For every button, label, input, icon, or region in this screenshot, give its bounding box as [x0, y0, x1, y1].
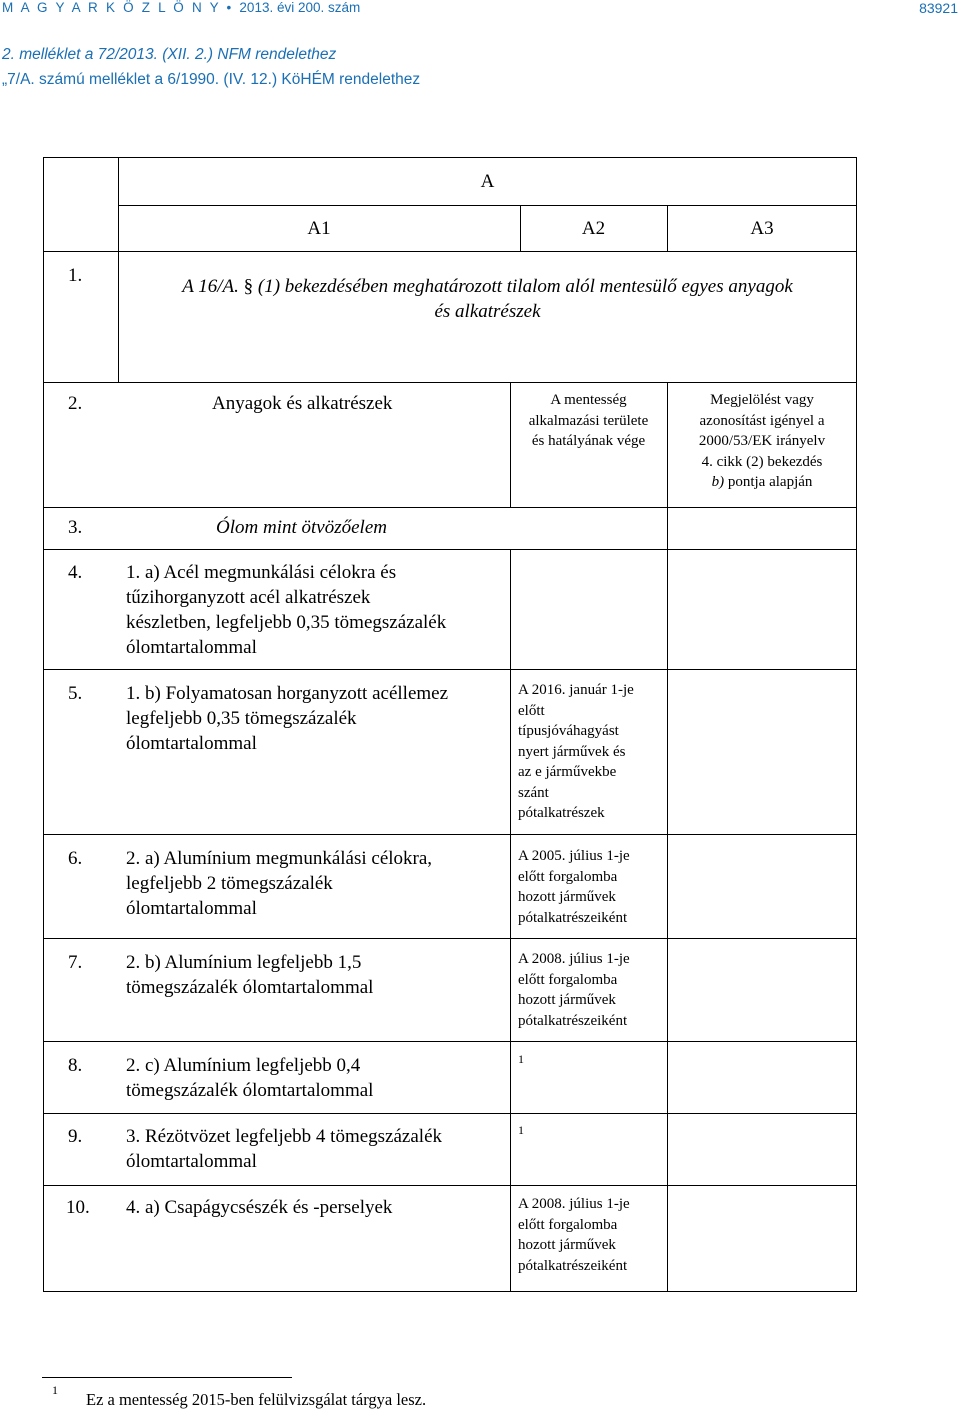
- footnote-reference[interactable]: 1: [518, 1052, 524, 1066]
- text-line: ólomtartalommal: [126, 1151, 257, 1172]
- row-number: 4.: [68, 562, 83, 583]
- text-line: 2. a) Alumínium megmunkálási célokra,: [126, 848, 433, 869]
- grid-line: [44, 1113, 857, 1114]
- row-number: 9.: [68, 1126, 83, 1147]
- text-line: legfeljebb 0,35 tömegszázalék: [126, 708, 357, 729]
- validity-scope: [518, 949, 630, 1031]
- label-line: pontja alapján: [724, 474, 813, 490]
- material-description: [126, 1053, 373, 1103]
- row-number: 2.: [68, 393, 83, 414]
- annex-title: 2. melléklet a 72/2013. (XII. 2.) NFM rendelethez: [2, 46, 337, 63]
- grid-line: [510, 549, 511, 1292]
- footnote-reference[interactable]: 1: [518, 1123, 524, 1137]
- column-label-a3: [667, 390, 857, 493]
- column-header-a2: A2: [581, 218, 606, 239]
- text-line: pótalkatrészeiként: [518, 1012, 628, 1029]
- row-number: 3.: [68, 517, 83, 538]
- grid-line: [118, 205, 857, 206]
- grid-line: [44, 549, 857, 550]
- text-line: típusjóváhagyást: [518, 723, 619, 739]
- column-group-header: A: [480, 171, 495, 192]
- validity-scope: [518, 680, 634, 824]
- text-line: hozott járművek: [518, 992, 616, 1008]
- text-line: ólomtartalommal: [126, 898, 257, 919]
- footnote-separator: [42, 1377, 292, 1378]
- text-line: 3. Rézötvözet legfeljebb 4 tömegszázalék: [126, 1126, 443, 1147]
- header-bullet: •: [226, 0, 234, 15]
- text-line: előtt forgalomba: [518, 868, 618, 885]
- label-line: Megjelölést vagy: [710, 392, 814, 408]
- material-description: [126, 1124, 442, 1174]
- text-line: ólomtartalommal: [126, 733, 257, 754]
- page-number: 83921: [919, 0, 958, 16]
- text-line: előtt forgalomba: [518, 971, 618, 988]
- text-line: A 2005. július 1-je: [518, 848, 630, 864]
- text-line: hozott járművek: [518, 889, 616, 905]
- label-line: A mentesség: [550, 392, 627, 408]
- title-text: (1) bekezdésében meghatározott tilalom alól mentesülő egyes anyagok: [253, 276, 793, 297]
- grid-line: [44, 834, 857, 835]
- text-line: 2. b) Alumínium legfeljebb 1,5: [126, 952, 362, 973]
- grid-line: [44, 938, 857, 939]
- validity-scope: [518, 846, 630, 928]
- label-line: b): [711, 474, 725, 490]
- row-number: 1.: [68, 265, 83, 286]
- text-line: készletben, legfeljebb 0,35 tömegszázalék: [126, 612, 447, 633]
- grid-line: [44, 1185, 857, 1186]
- text-line: szánt: [518, 784, 549, 801]
- material-description: [126, 681, 448, 756]
- grid-line: [44, 507, 857, 508]
- text-line: pótalkatrészeiként: [518, 1257, 628, 1274]
- column-header-a3: A3: [750, 218, 774, 239]
- text-line: A 2008. július 1-je: [518, 951, 630, 967]
- row-number: 10.: [66, 1197, 90, 1218]
- text-line: 1. b) Folyamatosan horganyzott acéllemez: [126, 683, 449, 704]
- footnote-text: Ez a mentesség 2015-ben felülvizsgálat tárgya lesz.: [86, 1390, 427, 1409]
- text-line: előtt forgalomba: [518, 1216, 618, 1233]
- row-number: 7.: [68, 952, 83, 973]
- journal-title: M A G Y A R K Ö Z L Ö N Y: [2, 0, 221, 15]
- text-line: A 2016. január 1-je: [518, 682, 634, 698]
- title-text: A 16/A.: [182, 276, 244, 297]
- text-line: ólomtartalommal: [126, 637, 257, 658]
- text-line: hozott járművek: [518, 1237, 616, 1253]
- column-header-a1: A1: [307, 218, 331, 239]
- text-line: pótalkatrészeiként: [518, 909, 628, 926]
- journal-header: [2, 0, 360, 15]
- grid-line: [44, 251, 857, 252]
- label-line: azonosítást igényel a: [699, 412, 825, 429]
- material-description: [126, 846, 432, 921]
- grid-line: [44, 382, 857, 383]
- row-number: 6.: [68, 848, 83, 869]
- annex-subtitle: „7/A. számú melléklet a 6/1990. (IV. 12.) KöHÉM rendelethez: [2, 71, 421, 88]
- text-line: tűzihorganyzott acél alkatrészek: [126, 587, 371, 608]
- label-line: 4. cikk (2) bekezdés: [701, 453, 823, 470]
- row-number: 8.: [68, 1055, 83, 1076]
- grid-line: [44, 1041, 857, 1042]
- validity-scope: [518, 1194, 630, 1276]
- text-line: A 2008. július 1-je: [518, 1196, 630, 1212]
- table-title: [118, 274, 857, 324]
- text-line: az e járművekbe: [518, 764, 617, 780]
- grid-line: [667, 382, 668, 1292]
- column-label-a1: Anyagok és alkatrészek: [212, 393, 393, 414]
- footnote-mark: 1: [52, 1383, 58, 1397]
- row-number: 5.: [68, 683, 83, 704]
- text-line: pótalkatrészek: [518, 805, 605, 821]
- text-line: tömegszázalék ólomtartalommal: [126, 1080, 374, 1101]
- material-description: [126, 950, 373, 1000]
- text-line: legfeljebb 2 tömegszázalék: [126, 873, 333, 894]
- grid-line: [44, 669, 857, 670]
- label-line: és hatályának vége: [531, 433, 646, 449]
- text-line: 2. c) Alumínium legfeljebb 0,4: [126, 1055, 361, 1076]
- text-line: tömegszázalék ólomtartalommal: [126, 977, 374, 998]
- label-line: 2000/53/EK irányelv: [698, 433, 826, 449]
- material-description: 4. a) Csapágycsészék és -perselyek: [126, 1197, 393, 1218]
- section-sign: §: [243, 276, 254, 297]
- issue-label: 2013. évi 200. szám: [239, 0, 361, 15]
- column-label-a2: [510, 390, 667, 452]
- title-text: és alkatrészek: [434, 301, 541, 322]
- exemption-table: [43, 157, 857, 1292]
- material-description: [126, 560, 446, 660]
- text-line: előtt: [518, 702, 545, 719]
- section-heading: Ólom mint ötvözőelem: [216, 517, 387, 538]
- text-line: 1. a) Acél megmunkálási célokra és: [126, 562, 397, 583]
- label-line: alkalmazási területe: [528, 412, 649, 429]
- text-line: nyert járművek és: [518, 743, 626, 760]
